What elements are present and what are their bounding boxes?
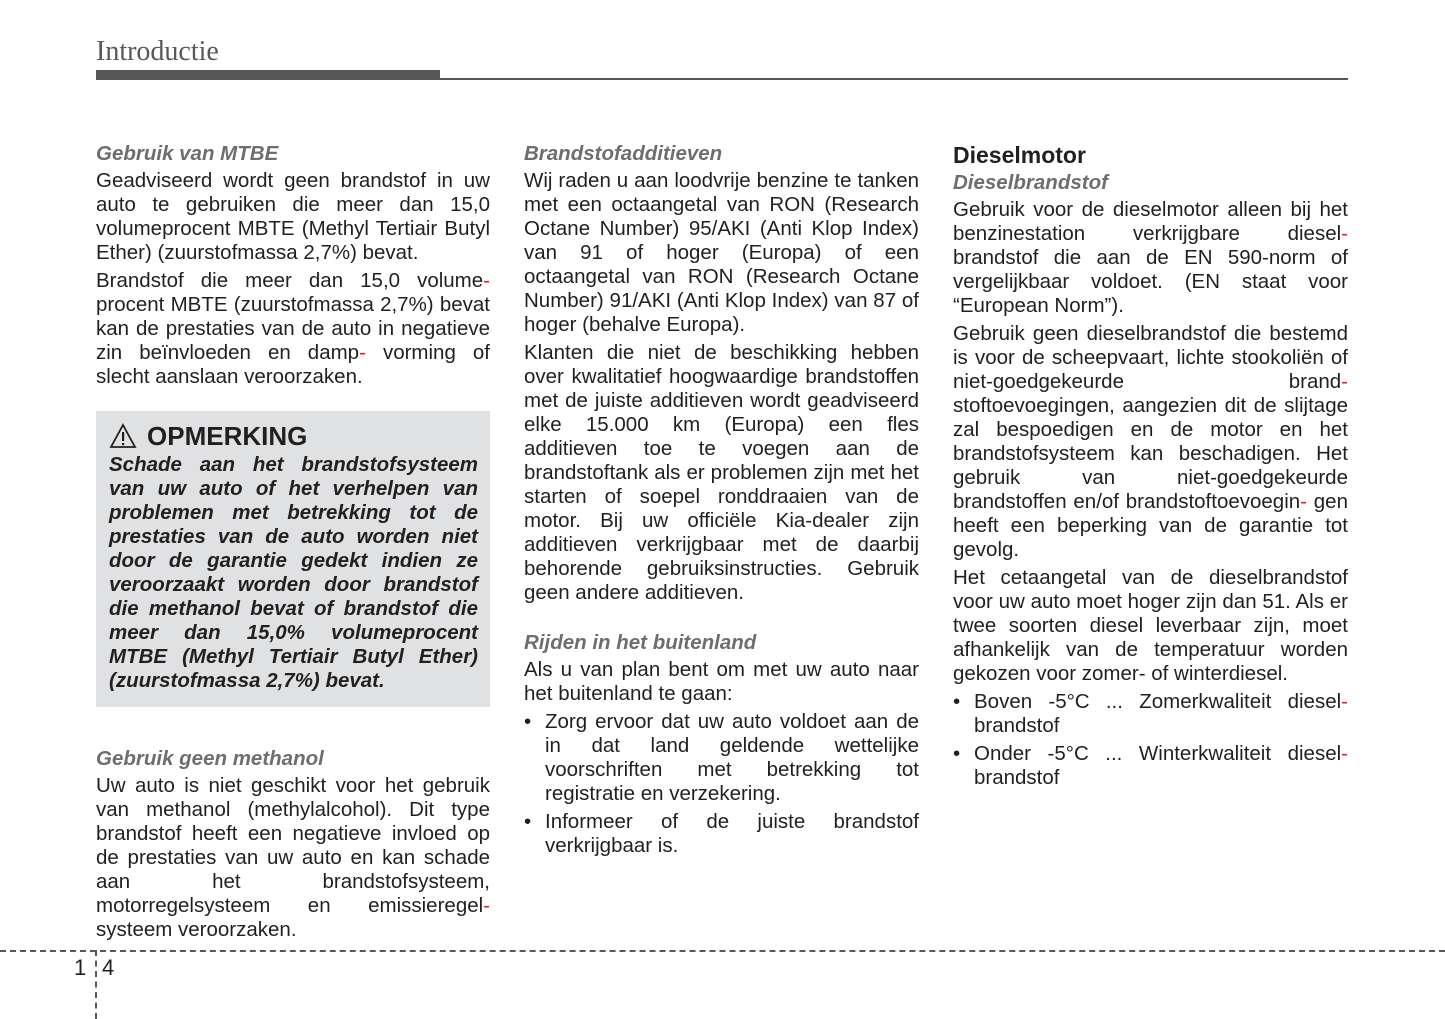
list-item: • Zorg ervoor dat uw auto voldoet aan de in dat land geldende wettelijke voorschriften met betrekking tot registratie en verzekering.	[524, 710, 919, 806]
note-box	[96, 411, 490, 707]
paragraph-abroad: Als u van plan bent om met uw auto naar het buitenland te gaan:	[524, 658, 919, 705]
section-heading-diesel: Dieselmotor	[953, 142, 1086, 168]
paragraph-diesel-2: Gebruik geen dieselbrandstof die bestemd is voor de scheepvaart, lichte stookoliën of niet-goedgekeurde brand- stoftoevoegingen, aangezien dit de slijtage zal bespoedigen en de motor en het brandstofsysteem kan beschadigen. Het gebruik van niet-goedgekeurde brandstoffen en/of brandstoftoevoegin- gen heeft een beperking van de garantie tot gevolg.	[953, 322, 1348, 561]
column-right	[953, 142, 1348, 794]
list-item: • Boven -5°C ... Zomerkwaliteit diesel- brandstof	[953, 690, 1348, 738]
paragraph-diesel-3: Het cetaangetal van de dieselbrandstof voor uw auto moet hoger zijn dan 51. Als er twee soorten diesel leverbaar zijn, moet afhankelijk van de temperatuur worden gekozen voor zomer- of winterdiesel.	[953, 566, 1348, 685]
note-title: OPMERKING	[147, 421, 308, 451]
warning-icon	[109, 423, 137, 449]
section-title-additives: Brandstofadditieven	[524, 142, 723, 165]
section-title-abroad: Rijden in het buitenland	[524, 631, 757, 654]
paragraph-methanol: Uw auto is niet geschikt voor het gebruik van methanol (methylalcohol). Dit type brandstof heeft een negatieve invloed op de prestaties van uw auto en kan schade aan het brandstofsysteem, motorregelsysteem en emissieregel- systeem veroorzaken.	[96, 774, 490, 941]
footer-rule	[0, 950, 1445, 952]
note-text: Schade aan het brandstofsysteem van uw auto of het verhelpen van problemen met betrekking tot de prestaties van de auto worden niet door de garantie gedekt indien ze veroorzaakt worden door brandstof die methanol bevat of brandstof die meer dan 15,0% volumeprocent MTBE (Methyl Tertiair Butyl Ether) (zuurstofmassa 2,7%) bevat.	[109, 453, 478, 692]
section-title-methanol: Gebruik geen methanol	[96, 747, 324, 770]
page-number: 4	[102, 955, 115, 980]
column-left	[96, 142, 490, 946]
header-rule-thin	[440, 78, 1348, 80]
list-item: • Onder -5°C ... Winterkwaliteit diesel- brandstof	[953, 742, 1348, 790]
header-rule-thick	[96, 70, 440, 80]
page-title: Introductie	[96, 36, 219, 67]
footer-divider	[95, 950, 97, 1019]
section-title-diesel-fuel: Dieselbrandstof	[953, 171, 1108, 194]
abroad-bullet-list	[524, 710, 919, 858]
paragraph-mtbe-1: Geadviseerd wordt geen brandstof in uw auto te gebruiken die meer dan 15,0 volumeprocent MBTE (Methyl Tertiair Butyl Ether) (zuurstofmassa 2,7%) bevat.	[96, 169, 490, 264]
list-item: • Informeer of de juiste brandstof verkrijgbaar is.	[524, 810, 919, 858]
section-title-mtbe: Gebruik van MTBE	[96, 142, 279, 165]
paragraph-mtbe-2: Brandstof die meer dan 15,0 volume- procent MBTE (zuurstofmassa 2,7%) bevat kan de prestaties van de auto in negatieve zin beïnvloeden en damp- vorming of slecht aanslaan veroorzaken.	[96, 269, 490, 388]
column-middle	[524, 142, 919, 862]
paragraph-diesel-1: Gebruik voor de dieselmotor alleen bij het benzinestation verkrijgbare diesel- brandstof die aan de EN 590-norm of vergelijkbaar voldoet. (EN staat voor “European Norm”).	[953, 198, 1348, 317]
chapter-number: 1	[74, 955, 87, 980]
diesel-bullet-list	[953, 690, 1348, 790]
paragraph-additives-1: Wij raden u aan loodvrije benzine te tanken met een octaangetal van RON (Research Octane Number) 95/AKI (Anti Klop Index) van 91 of hoger (Europa) of een octaangetal van RON (Research Octane Number) 91/AKI (Anti Klop Index) van 87 of hoger (behalve Europa).	[524, 169, 919, 336]
paragraph-additives-2: Klanten die niet de beschikking hebben over kwalitatief hoogwaardige brandstoffen met de juiste additieven wordt geadviseerd elke 15.000 km (Europa) een fles additieven toe te voegen aan de brandstoftank als er problemen zijn met het starten of soepel ronddraaien van de motor. Bij uw officiële Kia-dealer zijn additieven verkrijgbaar met de daarbij behorende gebruiksinstructies. Gebruik geen andere additieven.	[524, 341, 919, 604]
